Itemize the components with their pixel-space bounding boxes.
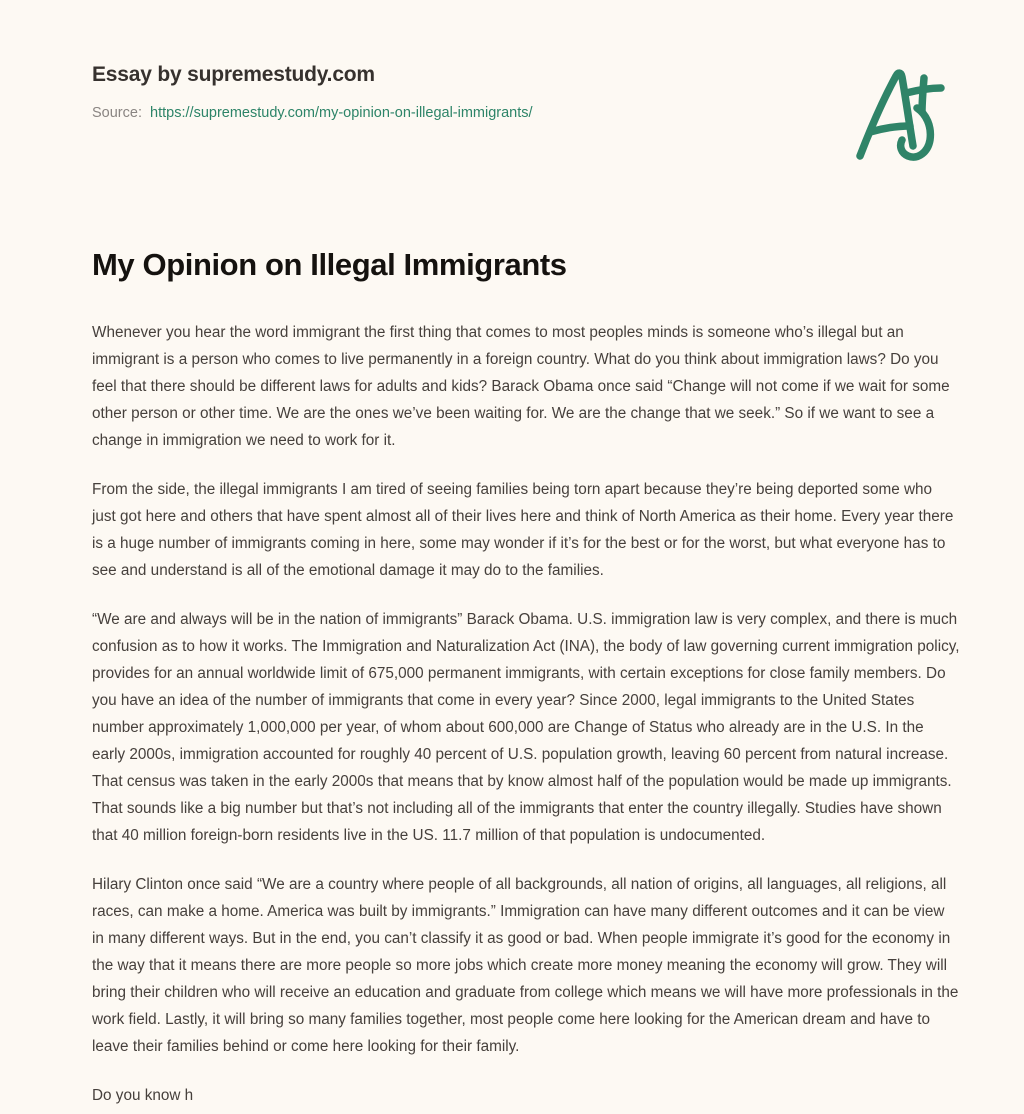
article xyxy=(92,246,960,1109)
article-paragraph: Whenever you hear the word immigrant the first thing that comes to most peoples minds is someone who’s illegal but an immigrant is a person who comes to live permanently in a foreign country. What do you think about immigration laws? Do you feel that there should be different laws for adults and kids? Barack Obama once said “Change will not come if we wait for some other person or other time. We are the ones we’ve been waiting for. We are the change that we seek.” So if we want to see a change in immigration we need to work for it. xyxy=(92,324,950,450)
source-url-link[interactable]: https://supremestudy.com/my-opinion-on-illegal-immigrants/ xyxy=(150,105,533,122)
article-paragraph: Hilary Clinton once said “We are a country where people of all backgrounds, all nation of origins, all languages, all religions, all races, can make a home. America was built by immigrants.” Immigration can have many different outcomes and it can be view in many different ways. But in the end, you can’t classify it as good or bad. When people immigrate it’s good for the economy in the way that it means there are more people so more jobs which create more money meaning the economy will grow. They will bring their children who will receive an education and graduate from college which means we will have more professionals in the work field. Lastly, it will bring so many families together, most people come here looking for the American dream and have to leave their families behind or come here looking for their family. xyxy=(92,876,959,1056)
source-line xyxy=(92,103,960,123)
page-header xyxy=(92,62,960,123)
article-paragraph: From the side, the illegal immigrants I am tired of seeing families being torn apart because they’re being deported some who just got here and others that have spent almost all of their lives here and think of North America as their home. Every year there is a huge number of immigrants coming in here, some may wonder if it’s for the best or for the worst, but what everyone has to see and understand is all of the emotional damage it may do to the families. xyxy=(92,481,954,580)
source-label: Source: xyxy=(92,105,142,122)
a-plus-logo-icon xyxy=(840,52,966,178)
article-body xyxy=(92,319,960,1109)
article-paragraph: “We are and always will be in the nation of immigrants” Barack Obama. U.S. immigration law is very complex, and there is much confusion as to how it works. The Immigration and Naturalization Act (INA), the body of law governing current immigration policy, provides for an annual worldwide limit of 675,000 permanent immigrants, with certain exceptions for close family members. Do you have an idea of the number of immigrants that come in every year? Since 2000, legal immigrants to the United States number approximately 1,000,000 per year, of whom about 600,000 are Change of Status who already are in the U.S. In the early 2000s, immigration accounted for roughly 40 percent of U.S. population growth, leaving 60 percent from natural increase. That census was taken in the early 2000s that means that by know almost half of the population would be made up immigrants. That sounds like a big number but that’s not including all of the immigrants that enter the country illegally. Studies have shown that 40 million foreign-born residents live in the US. 11.7 million of that population is undocumented. xyxy=(92,611,960,845)
site-byline: Essay by supremestudy.com xyxy=(92,63,375,86)
article-paragraph-truncated: Do you know h xyxy=(92,1087,194,1105)
page-title: My Opinion on Illegal Immigrants xyxy=(92,247,567,282)
